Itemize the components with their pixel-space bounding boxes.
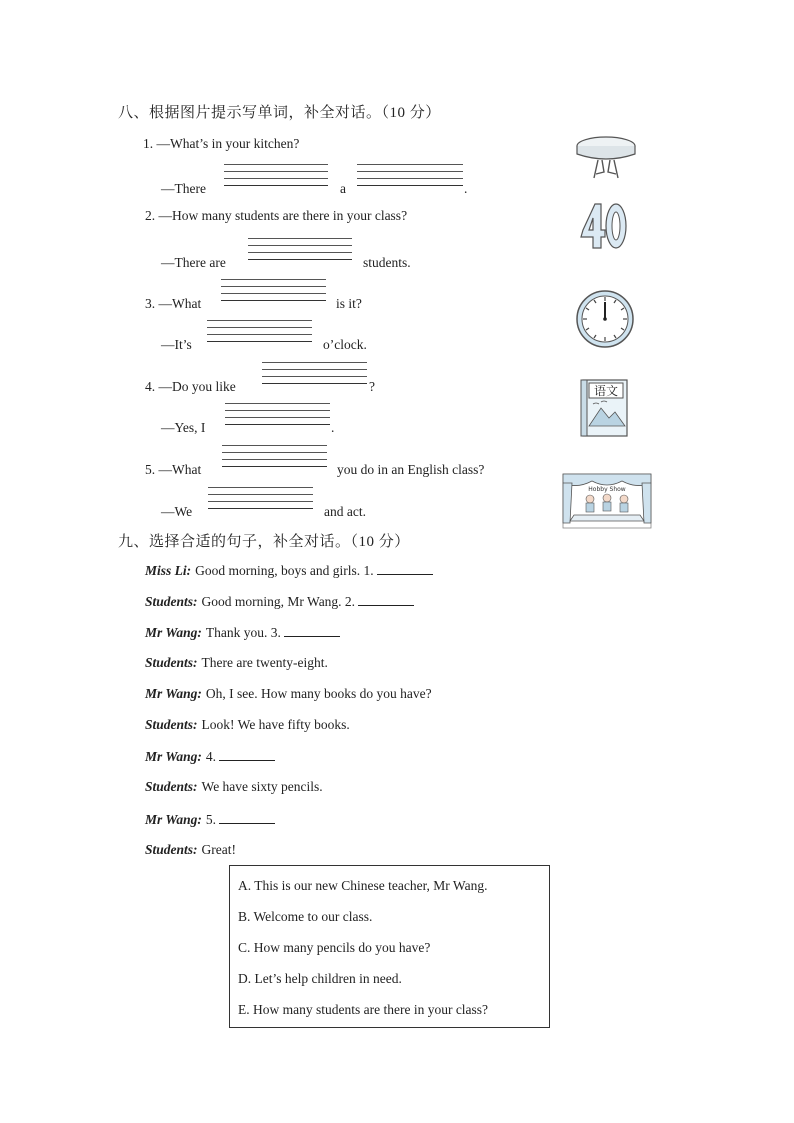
q1-writing-line-1[interactable] bbox=[224, 164, 328, 188]
dialogue-text: Oh, I see. How many books do you have? bbox=[205, 686, 432, 701]
dialogue-text: There are twenty-eight. bbox=[201, 655, 328, 670]
dialogue-text: Good morning, boys and girls. 1. bbox=[195, 563, 374, 578]
option-c: C. How many pencils do you have? bbox=[238, 940, 431, 955]
q2-prompt: 2. —How many students are there in your class? bbox=[145, 208, 408, 223]
dialogue-line bbox=[145, 686, 432, 702]
answer-blank-1[interactable] bbox=[377, 562, 433, 575]
dialogue-text: 5. bbox=[205, 812, 217, 827]
dialogue-text: 4. bbox=[205, 749, 217, 764]
q4-answer-start: —Yes, I bbox=[161, 420, 206, 435]
q4-writing-line-2[interactable] bbox=[225, 403, 330, 427]
q4-prompt-start: 4. —Do you like bbox=[145, 379, 236, 394]
options-box bbox=[229, 865, 550, 1028]
speaker-name: Mr Wang: bbox=[145, 686, 202, 701]
q2-writing-line[interactable] bbox=[248, 238, 352, 262]
q5-prompt-end: you do in an English class? bbox=[337, 462, 485, 477]
q3-writing-line-1[interactable] bbox=[221, 279, 326, 303]
dialogue-line bbox=[145, 562, 433, 579]
q5-answer-end: and act. bbox=[324, 504, 366, 519]
q5-writing-line-1[interactable] bbox=[222, 445, 327, 469]
hobby-show-label: Hobby Show bbox=[588, 486, 626, 493]
speaker-name: Students: bbox=[145, 717, 198, 732]
q3-writing-line-2[interactable] bbox=[207, 320, 312, 344]
dialogue-line bbox=[145, 717, 350, 733]
q4-answer-end: . bbox=[331, 420, 335, 435]
q1-answer-start: —There bbox=[161, 181, 206, 196]
q1-answer-mid: a bbox=[340, 181, 346, 196]
dialogue-line bbox=[145, 624, 340, 641]
clock-icon bbox=[575, 289, 635, 349]
q3-prompt-end: is it? bbox=[336, 296, 362, 311]
dialogue-text: Great! bbox=[201, 842, 237, 857]
q5-prompt-start: 5. —What bbox=[145, 462, 202, 477]
speaker-name: Mr Wang: bbox=[145, 625, 202, 640]
number-40-icon bbox=[578, 200, 628, 252]
q4-prompt-end: ? bbox=[369, 379, 375, 394]
chinese-book-icon bbox=[579, 378, 631, 438]
hobby-show-stage-icon bbox=[562, 473, 652, 529]
dialogue-text: We have sixty pencils. bbox=[201, 779, 323, 794]
dialogue-text: Look! We have fifty books. bbox=[201, 717, 350, 732]
q3-prompt-start: 3. —What bbox=[145, 296, 202, 311]
speaker-name: Students: bbox=[145, 842, 198, 857]
speaker-name: Students: bbox=[145, 655, 198, 670]
dialogue-text: Thank you. 3. bbox=[205, 625, 281, 640]
dialogue-line bbox=[145, 811, 275, 828]
q2-answer-start: —There are bbox=[161, 255, 226, 270]
answer-blank-3[interactable] bbox=[284, 624, 340, 637]
speaker-name: Students: bbox=[145, 779, 198, 794]
q4-writing-line-1[interactable] bbox=[262, 362, 367, 386]
option-d: D. Let’s help children in need. bbox=[238, 971, 402, 986]
option-a: A. This is our new Chinese teacher, Mr Wang. bbox=[238, 878, 488, 893]
book-label: 语文 bbox=[593, 384, 619, 398]
speaker-name: Students: bbox=[145, 594, 198, 609]
dialogue-line bbox=[145, 593, 414, 610]
q1-writing-line-2[interactable] bbox=[357, 164, 463, 188]
answer-blank-2[interactable] bbox=[358, 593, 414, 606]
table-icon bbox=[574, 134, 638, 184]
section-8-title: 八、根据图片提示写单词，补全对话。（10 分） bbox=[118, 105, 441, 121]
q3-answer-end: o’clock. bbox=[323, 337, 367, 352]
option-e: E. How many students are there in your class? bbox=[238, 1002, 489, 1017]
dialogue-line bbox=[145, 779, 323, 795]
q3-answer-start: —It’s bbox=[161, 337, 192, 352]
dialogue-text: Good morning, Mr Wang. 2. bbox=[201, 594, 356, 609]
option-b: B. Welcome to our class. bbox=[238, 909, 373, 924]
q5-answer-start: —We bbox=[161, 504, 193, 519]
q1-answer-end: . bbox=[464, 181, 468, 196]
speaker-name: Mr Wang: bbox=[145, 749, 202, 764]
dialogue-line bbox=[145, 842, 236, 858]
speaker-name: Miss Li: bbox=[145, 563, 192, 578]
section-9-title: 九、选择合适的句子，补全对话。（10 分） bbox=[118, 534, 410, 550]
q2-answer-end: students. bbox=[363, 255, 411, 270]
answer-blank-5[interactable] bbox=[219, 811, 275, 824]
dialogue-line bbox=[145, 655, 328, 671]
q5-writing-line-2[interactable] bbox=[208, 487, 313, 511]
answer-blank-4[interactable] bbox=[219, 748, 275, 761]
speaker-name: Mr Wang: bbox=[145, 812, 202, 827]
dialogue-line bbox=[145, 748, 275, 765]
q1-prompt: 1. —What’s in your kitchen? bbox=[143, 136, 300, 151]
